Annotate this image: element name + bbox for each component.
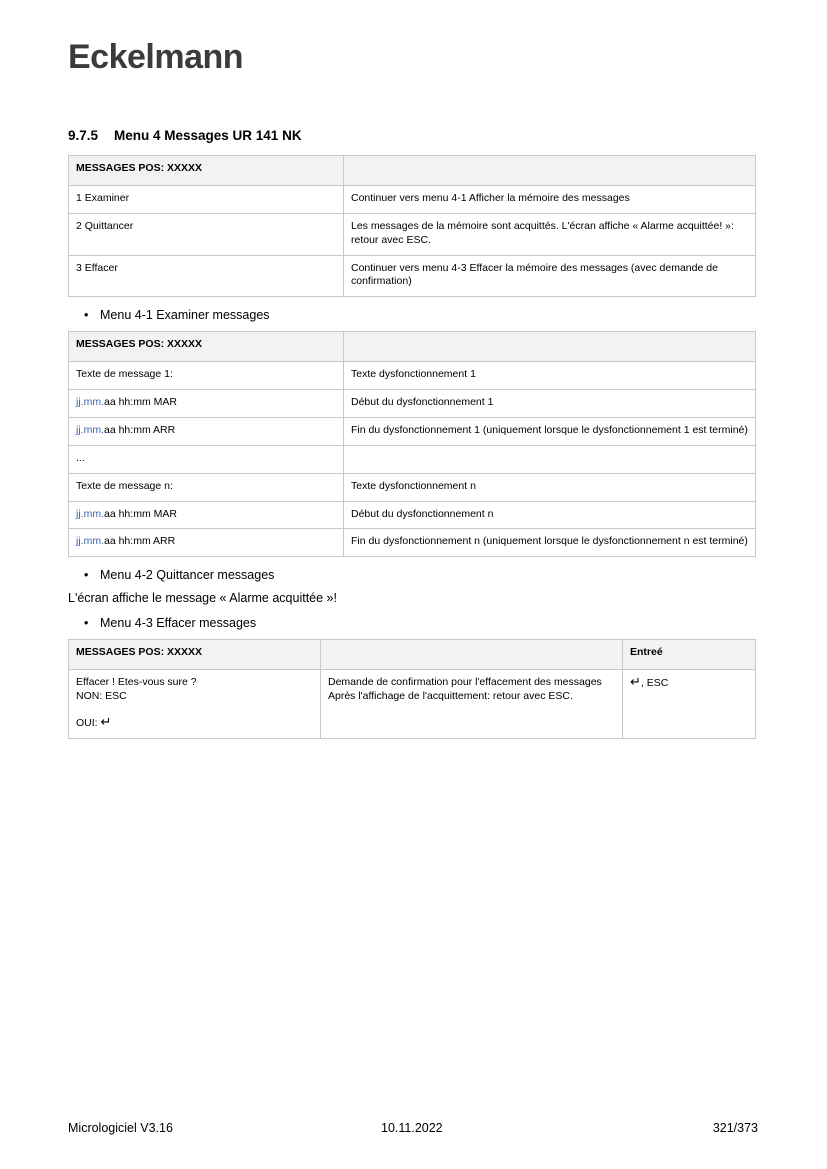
prompt-yes-option xyxy=(76,716,313,731)
table-cell xyxy=(69,473,344,501)
date-placeholder: jj.mm. xyxy=(76,424,104,437)
cell-text: Texte de message 1: xyxy=(76,368,173,381)
cell-text: aa hh:mm MAR xyxy=(104,396,177,409)
table-cell: Continuer vers menu 4-3 Effacer la mémoire des messages (avec demande de confirmation) xyxy=(344,255,756,297)
page-title xyxy=(68,128,758,143)
table-cell: Texte dysfonctionnement 1 xyxy=(344,362,756,390)
table-cell-description xyxy=(321,670,623,739)
table-cell xyxy=(69,362,344,390)
table-row xyxy=(69,670,756,739)
table-cell xyxy=(69,529,344,557)
prompt-no-option: NON: ESC xyxy=(76,690,127,703)
table-cell: 1 Examiner xyxy=(69,186,344,214)
table-cell: Les messages de la mémoire sont acquittés. L'écran affiche « Alarme acquittée! »: retour avec ESC. xyxy=(344,213,756,255)
page-content xyxy=(68,128,758,739)
table-row xyxy=(69,418,756,446)
section-heading-text: Menu 4 Messages UR 141 NK xyxy=(114,128,302,143)
table-cell: Continuer vers menu 4-1 Afficher la mémoire des messages xyxy=(344,186,756,214)
description-line-2: Après l'affichage de l'acquittement: retour avec ESC. xyxy=(328,690,573,703)
table-header-cell xyxy=(344,332,756,362)
table-cell xyxy=(69,390,344,418)
table-cell: 3 Effacer xyxy=(69,255,344,297)
table-row xyxy=(69,186,756,214)
table-cell: Début du dysfonctionnement n xyxy=(344,501,756,529)
table-cell xyxy=(69,445,344,473)
table-row xyxy=(69,255,756,297)
cell-text: aa hh:mm MAR xyxy=(104,507,177,520)
table-row xyxy=(69,213,756,255)
table-cell xyxy=(69,501,344,529)
table-row xyxy=(69,390,756,418)
table-header-cell: Entreé xyxy=(623,640,756,670)
table-header-cell xyxy=(321,640,623,670)
cell-text: ... xyxy=(76,451,85,464)
cell-text: Texte de message n: xyxy=(76,479,173,492)
company-logo: Eckelmann xyxy=(68,38,244,76)
table-row xyxy=(69,473,756,501)
bullet-menu-4-2: • Menu 4-2 Quittancer messages xyxy=(84,568,758,582)
table-cell: Texte dysfonctionnement n xyxy=(344,473,756,501)
bullet-menu-4-3: • Menu 4-3 Effacer messages xyxy=(84,616,758,630)
entry-text: , ESC xyxy=(640,677,669,690)
enter-key-icon: ↵ xyxy=(100,715,112,731)
table-header-cell: MESSAGES POS: XXXXX xyxy=(69,640,321,670)
table-row xyxy=(69,501,756,529)
footer-page-number: 321/373 xyxy=(712,1121,758,1135)
table-cell-entry xyxy=(623,670,756,739)
date-placeholder: jj.mm. xyxy=(76,535,104,548)
table-row xyxy=(69,362,756,390)
table-cell xyxy=(69,418,344,446)
table-header-cell: MESSAGES POS: XXXXX xyxy=(69,332,344,362)
table-menu-4-1 xyxy=(68,331,756,557)
cell-text: aa hh:mm ARR xyxy=(104,424,176,437)
table-header-row xyxy=(69,156,756,186)
enter-key-icon: ↵ xyxy=(630,675,641,691)
table-cell-confirmation-prompt xyxy=(69,670,321,739)
table-cell: Fin du dysfonctionnement 1 (uniquement lorsque le dysfonctionnement 1 est terminé) xyxy=(344,418,756,446)
table-header-row xyxy=(69,332,756,362)
table-cell: Fin du dysfonctionnement n (uniquement lorsque le dysfonctionnement n est terminé) xyxy=(344,529,756,557)
description-line-1: Demande de confirmation pour l'effacement des messages xyxy=(328,676,602,689)
cell-text: aa hh:mm ARR xyxy=(104,535,176,548)
date-placeholder: jj.mm. xyxy=(76,396,104,409)
paragraph-menu-4-2: L'écran affiche le message « Alarme acquittée »! xyxy=(68,591,337,606)
prompt-question: Effacer ! Etes-vous sure ? xyxy=(76,676,197,689)
table-cell xyxy=(344,445,756,473)
section-number: 9.7.5 xyxy=(68,128,99,143)
table-menu-4-3 xyxy=(68,639,756,739)
bullet-menu-4-1: • Menu 4-1 Examiner messages xyxy=(84,308,758,322)
table-cell: Début du dysfonctionnement 1 xyxy=(344,390,756,418)
table-header-cell: MESSAGES POS: XXXXX xyxy=(69,156,344,186)
table-menu-4 xyxy=(68,155,756,297)
table-header-row xyxy=(69,640,756,670)
date-placeholder: jj.mm. xyxy=(76,507,104,520)
table-row xyxy=(69,445,756,473)
prompt-yes-label: OUI: xyxy=(76,717,98,730)
table-header-cell xyxy=(344,156,756,186)
table-row xyxy=(69,529,756,557)
footer-date: 10.11.2022 xyxy=(381,1121,443,1135)
table-cell: 2 Quittancer xyxy=(69,213,344,255)
footer-firmware: Micrologiciel V3.16 xyxy=(68,1121,173,1135)
